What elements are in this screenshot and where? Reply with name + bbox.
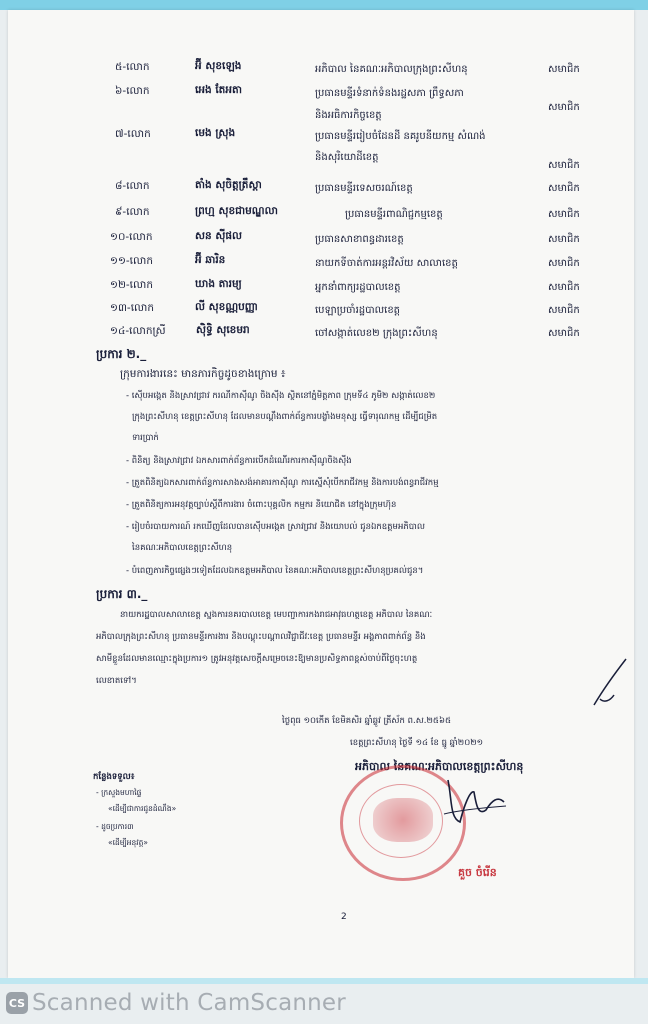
duty-line: ទារប្រាក់ [132,433,159,443]
solar-date: ខេត្តព្រះសីហនុ ថ្ងៃទី ១៤ ខែ ធ្នូ ឆ្នាំ២០២១ [350,738,484,748]
member-role: សមាជិក [548,328,580,339]
pen-mark-icon [590,655,630,710]
member-number: ១២-លោក [110,279,154,291]
member-position: ប្រធានមន្ទីរទេសចរណ៍ខេត្ត [315,183,413,194]
member-role: សមាជិក [548,183,580,194]
member-position: ចៅសង្កាត់លេខ២ ក្រុងព្រះសីហនុ [315,328,438,339]
member-name: អេង តែអតា [195,84,242,96]
official-seal-emblem-icon [373,798,433,842]
camscanner-logo-icon: CS [6,992,28,1014]
member-number: ៩-លោក [115,206,150,218]
member-position: បេឡាប្រចាំរដ្ឋបាលខេត្ត [315,305,401,316]
member-role: សមាជិក [548,282,580,293]
member-position: ប្រធានមន្ទីរពាណិជ្ជកម្មខេត្ត [345,209,443,220]
article-3-line: សាមីខ្លួនដែលមានឈ្មោះក្នុងប្រការ១ ត្រូវអនុវត្តសេចក្តីសម្រេចនេះឱ្យមានប្រសិទ្ធភាពខ្ពស់ចាប់ពីថ្ងៃចុះហត្ថ [96,654,418,664]
member-number: ៧-លោក [115,128,151,140]
article-3-line: នាយករដ្ឋបាលសាលាខេត្ត ស្នងការនគរបាលខេត្ត មេបញ្ជាការកងរាជអាវុធហត្ថខេត្ត អភិបាល នៃគណៈ [120,610,433,620]
duty-line: - ស៊ើបអង្កេត និងស្រាវជ្រាវ ករណីកាស៊ីណូ ចិងស៊ីង ស្ថិតនៅភ្នំមិត្តភាព ក្រុមទី៤ ភូមិ២ សង្កាត់លេខ២ [126,391,436,401]
member-position: ប្រធានមន្ទីររៀបចំដែនដី នគរូបនីយកម្ម សំណង់ [315,131,486,142]
duty-line: នៃគណៈអភិបាលខេត្តព្រះសីហនុ [132,543,233,553]
member-role: សមាជិក [548,305,580,316]
recipient-line: - ដូចប្រការ៣ [96,822,134,831]
article-3-line: លេខាតទៅ។ [96,676,137,686]
member-name: មេង ស្រុង [195,127,236,139]
signer-name: គួច ចំរើន [458,866,497,879]
scanner-watermark-text: Scanned with CamScanner [32,990,346,1016]
recipient-line: «ដើម្បីជាការជូនដំណឹង» [108,804,177,813]
member-number: ១៤-លោកស្រី [110,325,166,337]
member-name: តាំង សុចិត្តត្រឹស្តា [195,179,262,191]
member-name: ព្រហ្ម សុខជាមណ្ឌលា [195,205,278,217]
member-name: ស៊ិទ្ធិ សុខេមរា [196,324,250,336]
article-2-heading: ប្រការ ២._ [96,347,147,361]
member-position: ប្រធានមន្ទីរទំនាក់ទំនងរដ្ឋសភា ព្រឹទ្ធសភា [315,88,464,99]
member-position-cont: និងអធិការកិច្ចខេត្ត [315,110,382,121]
member-number: ៨-លោក [115,180,150,192]
member-role: សមាជិក [548,64,580,75]
duty-line: - បំពេញភារកិច្ចផ្សេងៗទៀតដែលឯកឧត្តមអភិបាល នៃគណៈអភិបាលខេត្តព្រះសីហនុប្រគល់ជូន។ [126,566,424,576]
member-role: សមាជិក [548,258,580,269]
member-name: អ៊ី សុខឡេង [195,60,242,72]
page-number: 2 [341,912,347,922]
duty-line: - ត្រួតពិនិត្យឯកសារពាក់ព័ន្ធការសាងសង់អាគារកាស៊ីណូ ការស្នើសុំបើករាជីវកម្ម និងការបង់ពន្ធរាជីវកម្ម [126,478,439,488]
scan-bottom-edge [0,978,648,984]
duty-line: - រៀបចំរបាយការណ៍ រកឃើញដែលបានស៊ើបអង្កេត ស្រាវជ្រាវ និងយោបល់ ជូនឯកឧត្តមអភិបាល [126,522,425,532]
signer-title: អភិបាល នៃគណៈអភិបាលខេត្តព្រះសីហនុ [355,760,524,773]
duty-line: ក្រុងព្រះសីហនុ ខេត្តព្រះសីហនុ ដែលមានបណ្តឹងពាក់ព័ន្ធការបង្ខាំងមនុស្ស ធ្វើទារុណកម្ម ដើម្បីជម្រិត [132,412,438,422]
article-3-heading: ប្រការ ៣._ [96,587,148,601]
member-role: សមាជិក [548,102,580,113]
recipient-line: - ក្រសួងមហាផ្ទៃ [96,788,142,797]
member-number: ១១-លោក [110,255,154,267]
signature-icon [440,770,510,830]
duty-line: - ពិនិត្យ និងស្រាវជ្រាវ ឯកសារពាក់ព័ន្ធការបើកដំណើរការកាស៊ីណូចិងស៊ីង [126,456,352,466]
recipient-line: «ដើម្បីអនុវត្ត» [108,838,148,847]
scanner-watermark [6,988,346,1018]
member-position: អ្នកនាំពាក្យរដ្ឋបាលខេត្ត [315,282,401,293]
member-position: អភិបាល នៃគណៈអភិបាលក្រុងព្រះសីហនុ [315,64,468,75]
recipients-title: កន្លែងទទួល៖ [93,772,135,782]
member-number: ៥-លោក [115,61,150,73]
member-name: លី សុខណ្ណបញ្ញា [195,301,258,313]
member-name: អ៊ី ឆារិន [195,254,226,266]
member-role: សមាជិក [548,234,580,245]
lunar-date: ថ្ងៃពុធ ១០កើត ខែមិគសិរ ឆ្នាំឆ្លូវ ត្រីស័ក ព.ស.២៥៦៥ [282,716,451,726]
member-name: សន ស៊ីផល [195,230,242,242]
member-position-cont: និងសុរិយោដីខេត្ត [315,152,379,163]
member-number: ៦-លោក [115,85,150,97]
article-2-intro: ក្រុមការងារនេះ មានភារកិច្ចដូចខាងក្រោម ៖ [120,368,286,380]
member-number: ១៣-លោក [110,302,155,314]
member-position: ប្រធានសាខាពន្ធដារខេត្ត [315,234,404,245]
scan-top-edge [0,0,648,10]
member-role: សមាជិក [548,209,580,220]
member-name: ឃាង តារម្យ [195,278,242,290]
duty-line: - ត្រួតពិនិត្យការអនុវត្តច្បាប់ស្តីពីការងារ ចំពោះបុគ្គលិក កម្មករ និយោជិត នៅក្នុងក្រុមហ៊ុន [126,500,397,510]
member-position: នាយកទីចាត់ការអន្តរវិស័យ សាលាខេត្ត [315,258,458,269]
member-number: ១០-លោក [110,231,153,243]
article-3-line: អភិបាលក្រុងព្រះសីហនុ ប្រធានមន្ទីរការងារ និងបណ្តុះបណ្តាលវិជ្ជាជីវៈខេត្ត ប្រធានមន្ទីរ អង្គភាពពាក់ព័ន្ធ និង [96,632,426,642]
member-role: សមាជិក [548,160,580,171]
